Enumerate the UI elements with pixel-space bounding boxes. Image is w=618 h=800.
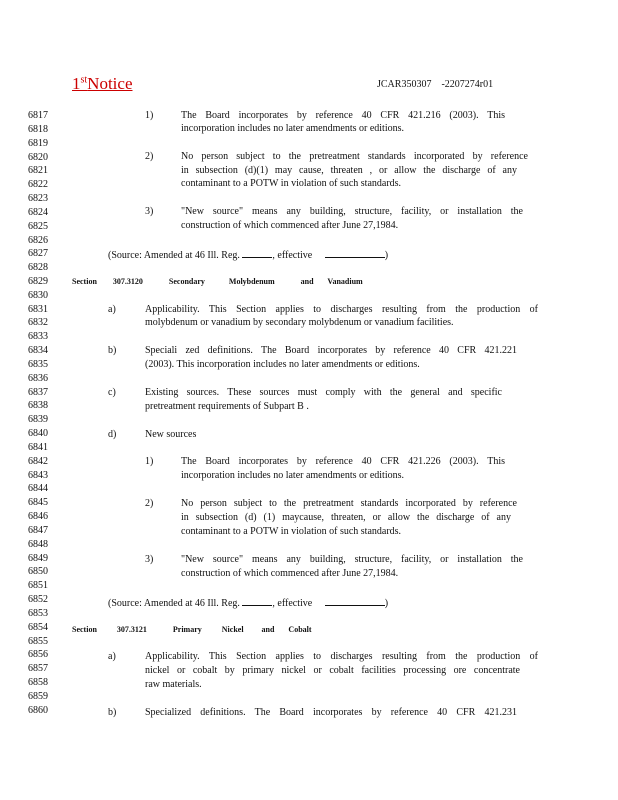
blank-line: [242, 248, 272, 258]
body-line: pretreatment requirements of Subpart B .: [145, 401, 309, 412]
line-number: 6820: [28, 151, 48, 163]
line-number: 6840: [28, 428, 48, 440]
body-line: The Board incorporates by reference 40 CFR 421.216 (2003). This: [181, 110, 505, 121]
body-line: molybdenum or vanadium by secondary molybdenum or vanadium facilities.: [145, 317, 454, 328]
line-number: 6860: [28, 704, 48, 716]
line-number: 6838: [28, 400, 48, 412]
body-line: New sources: [145, 429, 197, 440]
line-number: 6853: [28, 607, 48, 619]
line-number: 6825: [28, 220, 48, 232]
source-note: (Source: Amended at 46 Ill. Reg. , effective ): [108, 598, 389, 609]
line-number: 6835: [28, 358, 48, 370]
line-number: 6851: [28, 580, 48, 592]
line-number: 6854: [28, 621, 48, 633]
line-number: 6855: [28, 635, 48, 647]
item-number: 3): [145, 554, 154, 565]
item-number: b): [108, 345, 117, 356]
line-number: 6852: [28, 594, 48, 605]
line-number: 6848: [28, 538, 48, 550]
body-line: (2003). This incorporation includes no later amendments or editions.: [145, 359, 420, 370]
body-line: Applicability. This Section applies to discharges resulting from the production of: [145, 651, 538, 662]
body-line: contaminant to a POTW in violation of such standards.: [181, 178, 402, 189]
line-number: 6832: [28, 317, 48, 329]
item-number: b): [108, 707, 117, 718]
line-number: 6856: [28, 649, 48, 661]
body-line: "New source" means any building, structure, facility, or installation the: [181, 206, 523, 217]
line-number: 6826: [28, 234, 48, 246]
body-line: No person subject to the pretreatment standards incorporated by reference: [181, 151, 528, 162]
line-number: 6822: [28, 179, 48, 191]
line-number: 6846: [28, 511, 48, 523]
line-number: 6823: [28, 193, 48, 204]
line-number: 6836: [28, 372, 48, 384]
line-number: 6821: [28, 165, 48, 177]
line-number: 6827: [28, 248, 48, 260]
document-id: JCAR350307 -2207274r01: [377, 79, 494, 90]
line-number: 6830: [28, 289, 48, 301]
line-number: 6817: [28, 110, 48, 121]
source-note: (Source: Amended at 46 Ill. Reg. , effective ): [108, 250, 389, 261]
item-number: 3): [145, 206, 154, 217]
body-line: The Board incorporates by reference 40 CFR 421.226 (2003). This: [181, 456, 505, 467]
body-line: raw materials.: [145, 679, 202, 690]
notice-label: 1stNotice: [72, 74, 133, 93]
line-number: 6839: [28, 414, 48, 426]
line-number: 6833: [28, 331, 48, 343]
line-number: 6858: [28, 677, 48, 688]
line-number: 6859: [28, 690, 48, 702]
body-line: Speciali zed definitions. The Board incorporates by reference 40 CFR 421.221: [145, 345, 517, 356]
body-line: Specialized definitions. The Board incorporates by reference 40 CFR 421.231: [145, 707, 517, 718]
blank-line: [325, 248, 385, 258]
body-line: construction of which commenced after June 27,1984.: [181, 568, 399, 579]
line-number: 6857: [28, 663, 48, 675]
line-number: 6843: [28, 469, 48, 481]
line-number: 6834: [28, 345, 48, 357]
line-number: 6824: [28, 206, 48, 218]
line-number: 6818: [28, 123, 48, 135]
blank-line: [325, 596, 385, 606]
item-number: 2): [145, 498, 154, 509]
body-line: contaminant to a POTW in violation of such standards.: [181, 526, 402, 537]
line-number: 6831: [28, 303, 48, 315]
line-number: 6845: [28, 497, 48, 509]
body-line: incorporation includes no later amendments or editions.: [181, 470, 404, 481]
line-number: 6842: [28, 455, 48, 467]
item-number: a): [108, 304, 116, 315]
body-line: nickel or cobalt by primary nickel or cobalt facilities processing ore concentrate: [145, 665, 520, 676]
line-number: 6828: [28, 262, 48, 274]
line-number: 6850: [28, 566, 48, 578]
body-line: Existing sources. These sources must comply with the general and specific: [145, 387, 502, 398]
item-number: d): [108, 429, 117, 440]
item-number: 1): [145, 456, 154, 467]
body-line: construction of which commenced after June 27,1984.: [181, 220, 399, 231]
body-line: in subsection (d) (1) maycause, threaten, or allow the discharge of any: [181, 512, 511, 523]
page-header: [72, 74, 612, 96]
body-line: in subsection (d)(1) may cause, threaten , or allow the discharge of any: [181, 165, 517, 176]
item-number: c): [108, 387, 116, 398]
line-number: 6819: [28, 137, 48, 149]
section-heading: Section 307.3120 Secondary Molybdenum and Vanadium: [72, 277, 363, 286]
line-number: 6847: [28, 524, 48, 536]
item-number: 2): [145, 151, 154, 162]
line-number: 6829: [28, 276, 48, 287]
body-line: incorporation includes no later amendments or editions.: [181, 123, 404, 134]
body-line: No person subject to the pretreatment standards incorporated by reference: [181, 498, 517, 509]
blank-line: [242, 596, 272, 606]
line-number: 6849: [28, 552, 48, 564]
line-number: 6841: [28, 441, 48, 453]
body-line: "New source" means any building, structure, facility, or installation the: [181, 554, 523, 565]
body-line: Applicability. This Section applies to discharges resulting from the production of: [145, 304, 538, 315]
line-number: 6837: [28, 386, 48, 398]
section-heading: Section 307.3121 Primary Nickel and Cobalt: [72, 625, 312, 634]
item-number: a): [108, 651, 116, 662]
item-number: 1): [145, 110, 154, 121]
line-number: 6844: [28, 483, 48, 495]
